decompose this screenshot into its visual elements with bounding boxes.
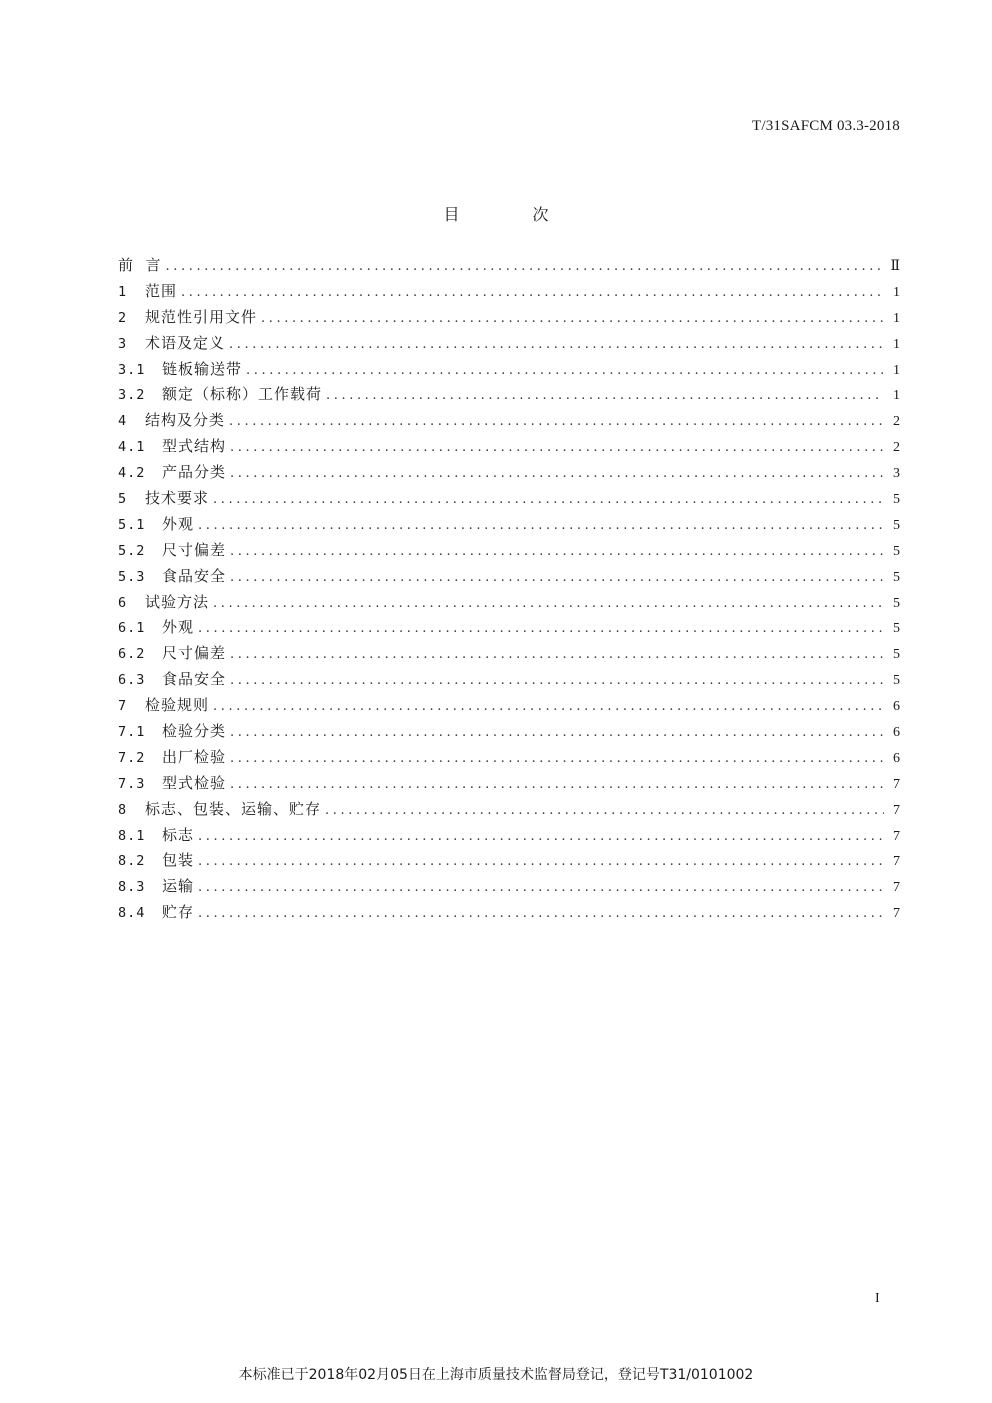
- toc-entry-number: 8: [118, 801, 128, 818]
- toc-leader-dots: [198, 849, 884, 875]
- toc-entry[interactable]: [118, 745, 900, 771]
- toc-entry[interactable]: [118, 486, 900, 512]
- toc-entry-label: 范围: [145, 281, 178, 300]
- toc-entry-label: 标志、包装、运输、贮存: [145, 799, 322, 818]
- toc-leader-dots: [166, 254, 884, 280]
- toc-entry-label: 运输: [162, 877, 195, 896]
- toc-entry-label: 检验规则: [145, 696, 210, 715]
- toc-entry-page: 1: [893, 310, 900, 326]
- toc-leader-dots: [230, 539, 884, 565]
- toc-entry[interactable]: [118, 848, 900, 874]
- toc-entry[interactable]: [118, 253, 900, 279]
- toc-entry[interactable]: [118, 590, 900, 616]
- toc-entry-page: 1: [893, 284, 900, 300]
- toc-entry-label: 食品安全: [162, 670, 227, 689]
- toc-entry-page: 7: [893, 828, 900, 844]
- toc-entry-label: 型式结构: [162, 437, 227, 456]
- toc-entry-number: 6.3: [118, 672, 146, 689]
- toc-leader-dots: [230, 461, 884, 487]
- toc-leader-dots: [229, 332, 884, 358]
- toc-entry-number: 7.3: [118, 775, 146, 792]
- toc-entry[interactable]: [118, 434, 900, 460]
- toc-entry-page: 5: [893, 647, 900, 663]
- toc-entry-page: 5: [893, 621, 900, 637]
- toc-entry-number: 3.2: [118, 387, 146, 404]
- toc-entry-number: 8.3: [118, 879, 146, 896]
- toc-entry[interactable]: [118, 279, 900, 305]
- toc-leader-dots: [181, 280, 884, 306]
- toc-entry-page: 5: [893, 595, 900, 611]
- toc-entry[interactable]: [118, 331, 900, 357]
- toc-leader-dots: [198, 901, 884, 927]
- toc-entry-label: 标志: [162, 825, 195, 844]
- toc-leader-dots: [230, 746, 884, 772]
- toc-entry-page: 2: [893, 414, 900, 430]
- toc-entry-number: 5.2: [118, 542, 146, 559]
- toc-entry-number: 8.1: [118, 827, 146, 844]
- toc-leader-dots: [213, 487, 884, 513]
- toc-entry-page: 1: [893, 362, 900, 378]
- toc-entry-page: 1: [893, 388, 900, 404]
- toc-entry-number: 1: [118, 283, 128, 300]
- toc-leader-dots: [326, 383, 884, 409]
- toc-entry-number: 5: [118, 491, 128, 508]
- toc-entry-number: 7.2: [118, 749, 146, 766]
- toc-entry-label: 型式检验: [162, 773, 227, 792]
- toc-entry-page: 5: [893, 673, 900, 689]
- toc-entry-number: 8.2: [118, 853, 146, 870]
- toc-entry[interactable]: [118, 357, 900, 383]
- toc-title: 目 次: [443, 205, 583, 224]
- toc-entry-number: 8.4: [118, 905, 146, 922]
- toc-entry-label: 规范性引用文件: [145, 307, 258, 326]
- toc-entry-number: 4: [118, 413, 128, 430]
- toc-entry-label: 检验分类: [162, 722, 227, 741]
- toc-entry-label: 技术要求: [145, 489, 210, 508]
- toc-entry-page: 6: [893, 699, 900, 715]
- toc-entry-label: 包装: [162, 851, 195, 870]
- toc-entry-number: 3.1: [118, 361, 146, 378]
- toc-entry-page: 5: [893, 543, 900, 559]
- toc-entry-label: 产品分类: [162, 463, 227, 482]
- toc-entry-page: 5: [893, 569, 900, 585]
- toc-entry-page: 5: [893, 492, 900, 508]
- toc-leader-dots: [198, 513, 884, 539]
- toc-leader-dots: [229, 409, 884, 435]
- toc-leader-dots: [230, 565, 884, 591]
- toc-entry[interactable]: [118, 797, 900, 823]
- toc-entry-page: 7: [893, 802, 900, 818]
- toc-entry-label: 结构及分类: [145, 411, 226, 430]
- toc-leader-dots: [230, 435, 884, 461]
- toc-entry-number: 4.1: [118, 439, 146, 456]
- toc-entry[interactable]: [118, 823, 900, 849]
- toc-entry-label: 试验方法: [145, 592, 210, 611]
- toc-leader-dots: [213, 591, 884, 617]
- toc-entry-number: 7: [118, 698, 128, 715]
- toc-entry-page: 2: [893, 440, 900, 456]
- toc-entry[interactable]: [118, 512, 900, 538]
- table-of-contents: [118, 253, 900, 926]
- toc-entry-number: 6.2: [118, 646, 146, 663]
- toc-entry-number: 7.1: [118, 724, 146, 741]
- toc-entry-label: 额定（标称）工作载荷: [162, 385, 323, 404]
- toc-entry-number: 2: [118, 309, 128, 326]
- toc-entry[interactable]: [118, 874, 900, 900]
- page-number: I: [875, 1291, 880, 1306]
- toc-entry-page: 7: [893, 906, 900, 922]
- toc-entry[interactable]: [118, 460, 900, 486]
- toc-entry-page: 7: [893, 776, 900, 792]
- toc-entry[interactable]: [118, 667, 900, 693]
- toc-entry-page: 7: [893, 854, 900, 870]
- toc-entry-page: 7: [893, 880, 900, 896]
- toc-entry-number: 3: [118, 335, 128, 352]
- toc-entry-number: 5.1: [118, 516, 146, 533]
- toc-leader-dots: [198, 875, 884, 901]
- toc-entry[interactable]: [118, 408, 900, 434]
- toc-entry-number: 6: [118, 594, 128, 611]
- toc-leader-dots: [246, 358, 884, 384]
- toc-entry-page: 5: [893, 517, 900, 533]
- toc-leader-dots: [230, 772, 884, 798]
- standard-code: T/31SAFCM 03.3-2018: [752, 118, 900, 134]
- toc-entry-label: 食品安全: [162, 566, 227, 585]
- toc-entry-number: 5.3: [118, 568, 146, 585]
- toc-leader-dots: [213, 694, 884, 720]
- toc-entry-label: 贮存: [162, 903, 195, 922]
- toc-entry[interactable]: [118, 771, 900, 797]
- toc-leader-dots: [198, 616, 884, 642]
- toc-entry-label: 出厂检验: [162, 747, 227, 766]
- toc-entry[interactable]: [118, 615, 900, 641]
- toc-entry-page: Ⅱ: [890, 259, 900, 274]
- toc-entry-label: 链板输送带: [162, 359, 243, 378]
- toc-entry-label: 外观: [162, 514, 195, 533]
- toc-entry-page: 6: [893, 750, 900, 766]
- toc-entry-page: 1: [893, 336, 900, 352]
- toc-entry[interactable]: [118, 900, 900, 926]
- toc-entry-number: 6.1: [118, 620, 146, 637]
- toc-leader-dots: [230, 720, 884, 746]
- toc-entry-page: 3: [893, 466, 900, 482]
- toc-entry-label: 尺寸偏差: [162, 644, 227, 663]
- toc-entry[interactable]: [118, 538, 900, 564]
- toc-leader-dots: [230, 642, 884, 668]
- toc-entry-label: 尺寸偏差: [162, 540, 227, 559]
- toc-leader-dots: [261, 306, 884, 332]
- toc-entry[interactable]: [118, 382, 900, 408]
- toc-entry[interactable]: [118, 693, 900, 719]
- toc-leader-dots: [325, 798, 884, 824]
- toc-entry-label: 术语及定义: [145, 333, 226, 352]
- toc-entry[interactable]: [118, 305, 900, 331]
- toc-leader-dots: [198, 824, 884, 850]
- toc-leader-dots: [230, 668, 884, 694]
- toc-entry[interactable]: [118, 641, 900, 667]
- toc-entry-label: 前 言: [118, 256, 162, 274]
- toc-entry-number: 4.2: [118, 465, 146, 482]
- toc-entry-label: 外观: [162, 618, 195, 637]
- toc-entry[interactable]: [118, 719, 900, 745]
- registration-footer: 本标准已于2018年02月05日在上海市质量技术监督局登记，登记号T31/0101002: [238, 1367, 754, 1383]
- toc-entry[interactable]: [118, 564, 900, 590]
- toc-entry-page: 6: [893, 725, 900, 741]
